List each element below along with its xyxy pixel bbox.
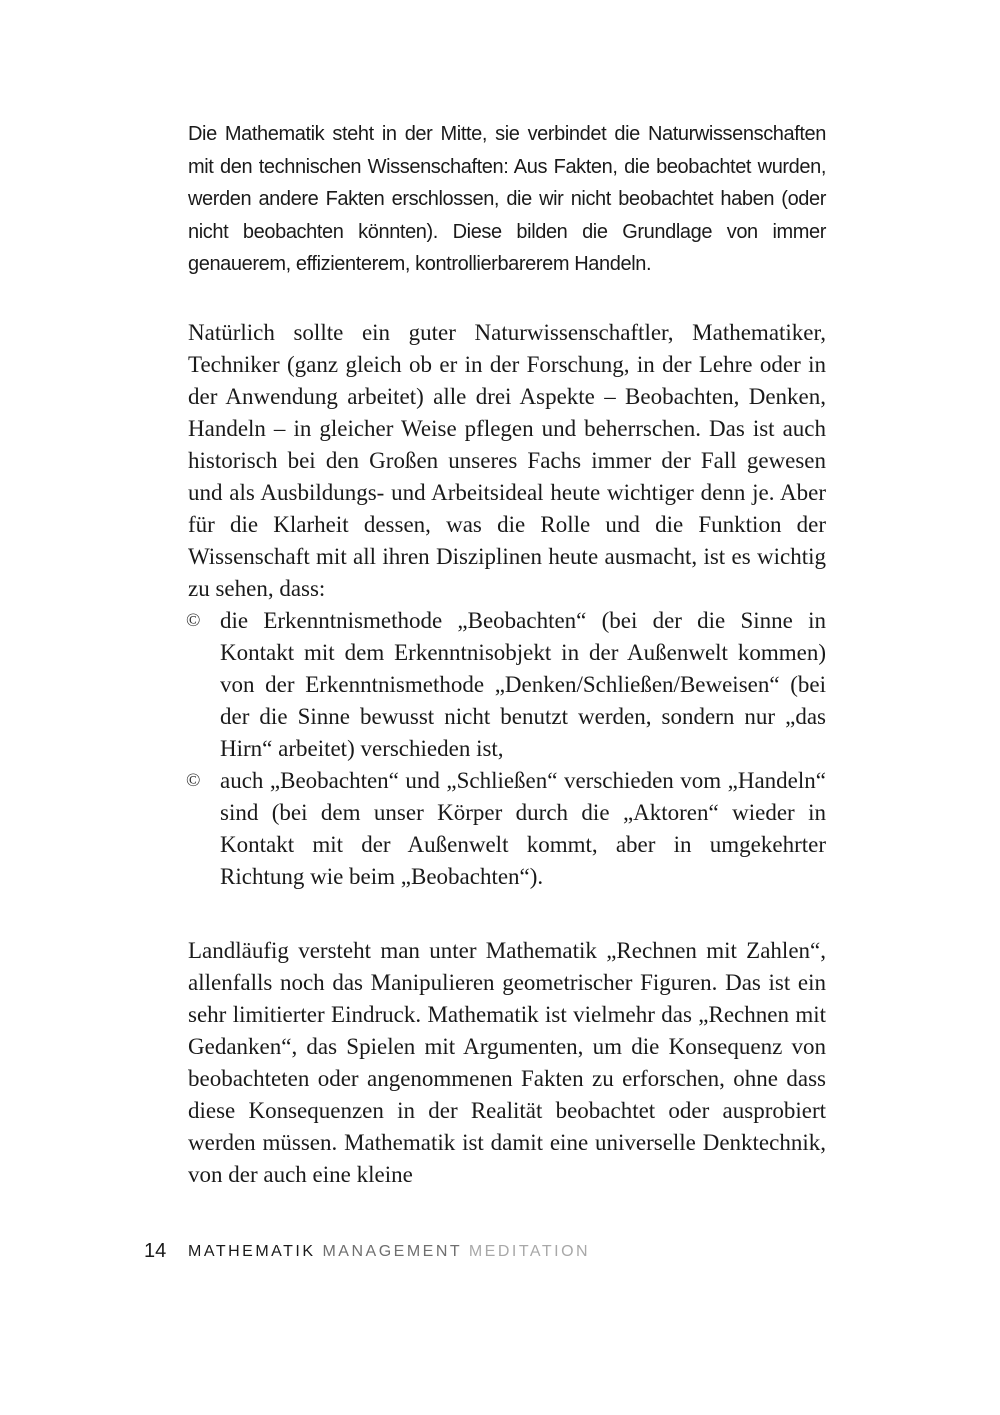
- list-item: [188, 605, 826, 765]
- body-paragraph: Landläufig versteht man unter Mathematik „Rechnen mit Zahlen“, allenfalls noch das Manipulieren geometrischer Figuren. Das ist ein sehr limitierter Eindruck. Mathematik ist vielmehr das „Rechnen mit Gedanken“, das Spielen mit Argumenten, um die Konsequenz von beobachteten oder angenommenen Fakten zu erforschen, ohne dass diese Konsequenzen in der Realität beobachtet oder ausprobiert werden müssen. Mathematik ist damit eine universelle Denktechnik, von der auch eine kleine: [188, 938, 826, 1187]
- bullet-list: [188, 605, 826, 893]
- copyright-bullet-icon: ©: [186, 770, 201, 791]
- intro-paragraph: Die Mathematik steht in der Mitte, sie verbindet die Naturwissenschaften mit den technischen Wissenschaften: Aus Fakten, die beobachtet wurden, werden andere Fakten erschlossen, die wir nicht beobachtet haben (oder nicht beobachten könnten). Diese bilden die Grundlage von immer genauerem, effizienterem, kontrollierbarerem Handeln.: [188, 123, 826, 275]
- page-footer: [144, 1240, 844, 1270]
- running-head: [188, 1243, 590, 1261]
- copyright-bullet-icon: ©: [186, 610, 201, 631]
- list-item-text: auch „Beobachten“ und „Schließen“ verschieden vom „Handeln“ sind (bei dem unser Körper durch die „Aktoren“ wieder in Kontakt mit der Außenwelt kommt, aber in umgekehrter Richtung wie beim „Beobachten“).: [220, 768, 826, 889]
- list-item-text: die Erkenntnismethode „Beobachten“ (bei der die Sinne in Kontakt mit dem Erkenntnisobjekt in der Außenwelt kommen) von der Erkenntnismethode „Denken/Schließen/Beweisen“ (bei der die Sinne bewusst nicht benutzt werden, sondern nur „das Hirn“ arbeitet) verschieden ist,: [220, 608, 826, 761]
- body-paragraph: Natürlich sollte ein guter Naturwissenschaftler, Mathematiker, Techniker (ganz gleich ob er in der Forschung, in der Lehre oder in der Anwendung arbeitet) alle drei Aspekte – Beobachten, Denken, Handeln – in gleicher Weise pflegen und beherrschen. Das ist auch historisch bei den Großen unseres Fachs immer der Fall gewesen und als Ausbildungs- und Arbeitsideal heute wichtiger denn je. Aber für die Klarheit dessen, was die Rolle und die Funktion der Wissenschaft mit all ihren Disziplinen heute ausmacht, ist es wichtig zu sehen, dass:: [188, 320, 826, 601]
- page-number: 14: [144, 1240, 167, 1262]
- running-head-word: MEDITATION: [468, 1243, 591, 1260]
- running-head-word: MANAGEMENT: [322, 1243, 462, 1260]
- running-head-word: MATHEMATIK: [188, 1243, 316, 1260]
- list-item: [188, 765, 826, 893]
